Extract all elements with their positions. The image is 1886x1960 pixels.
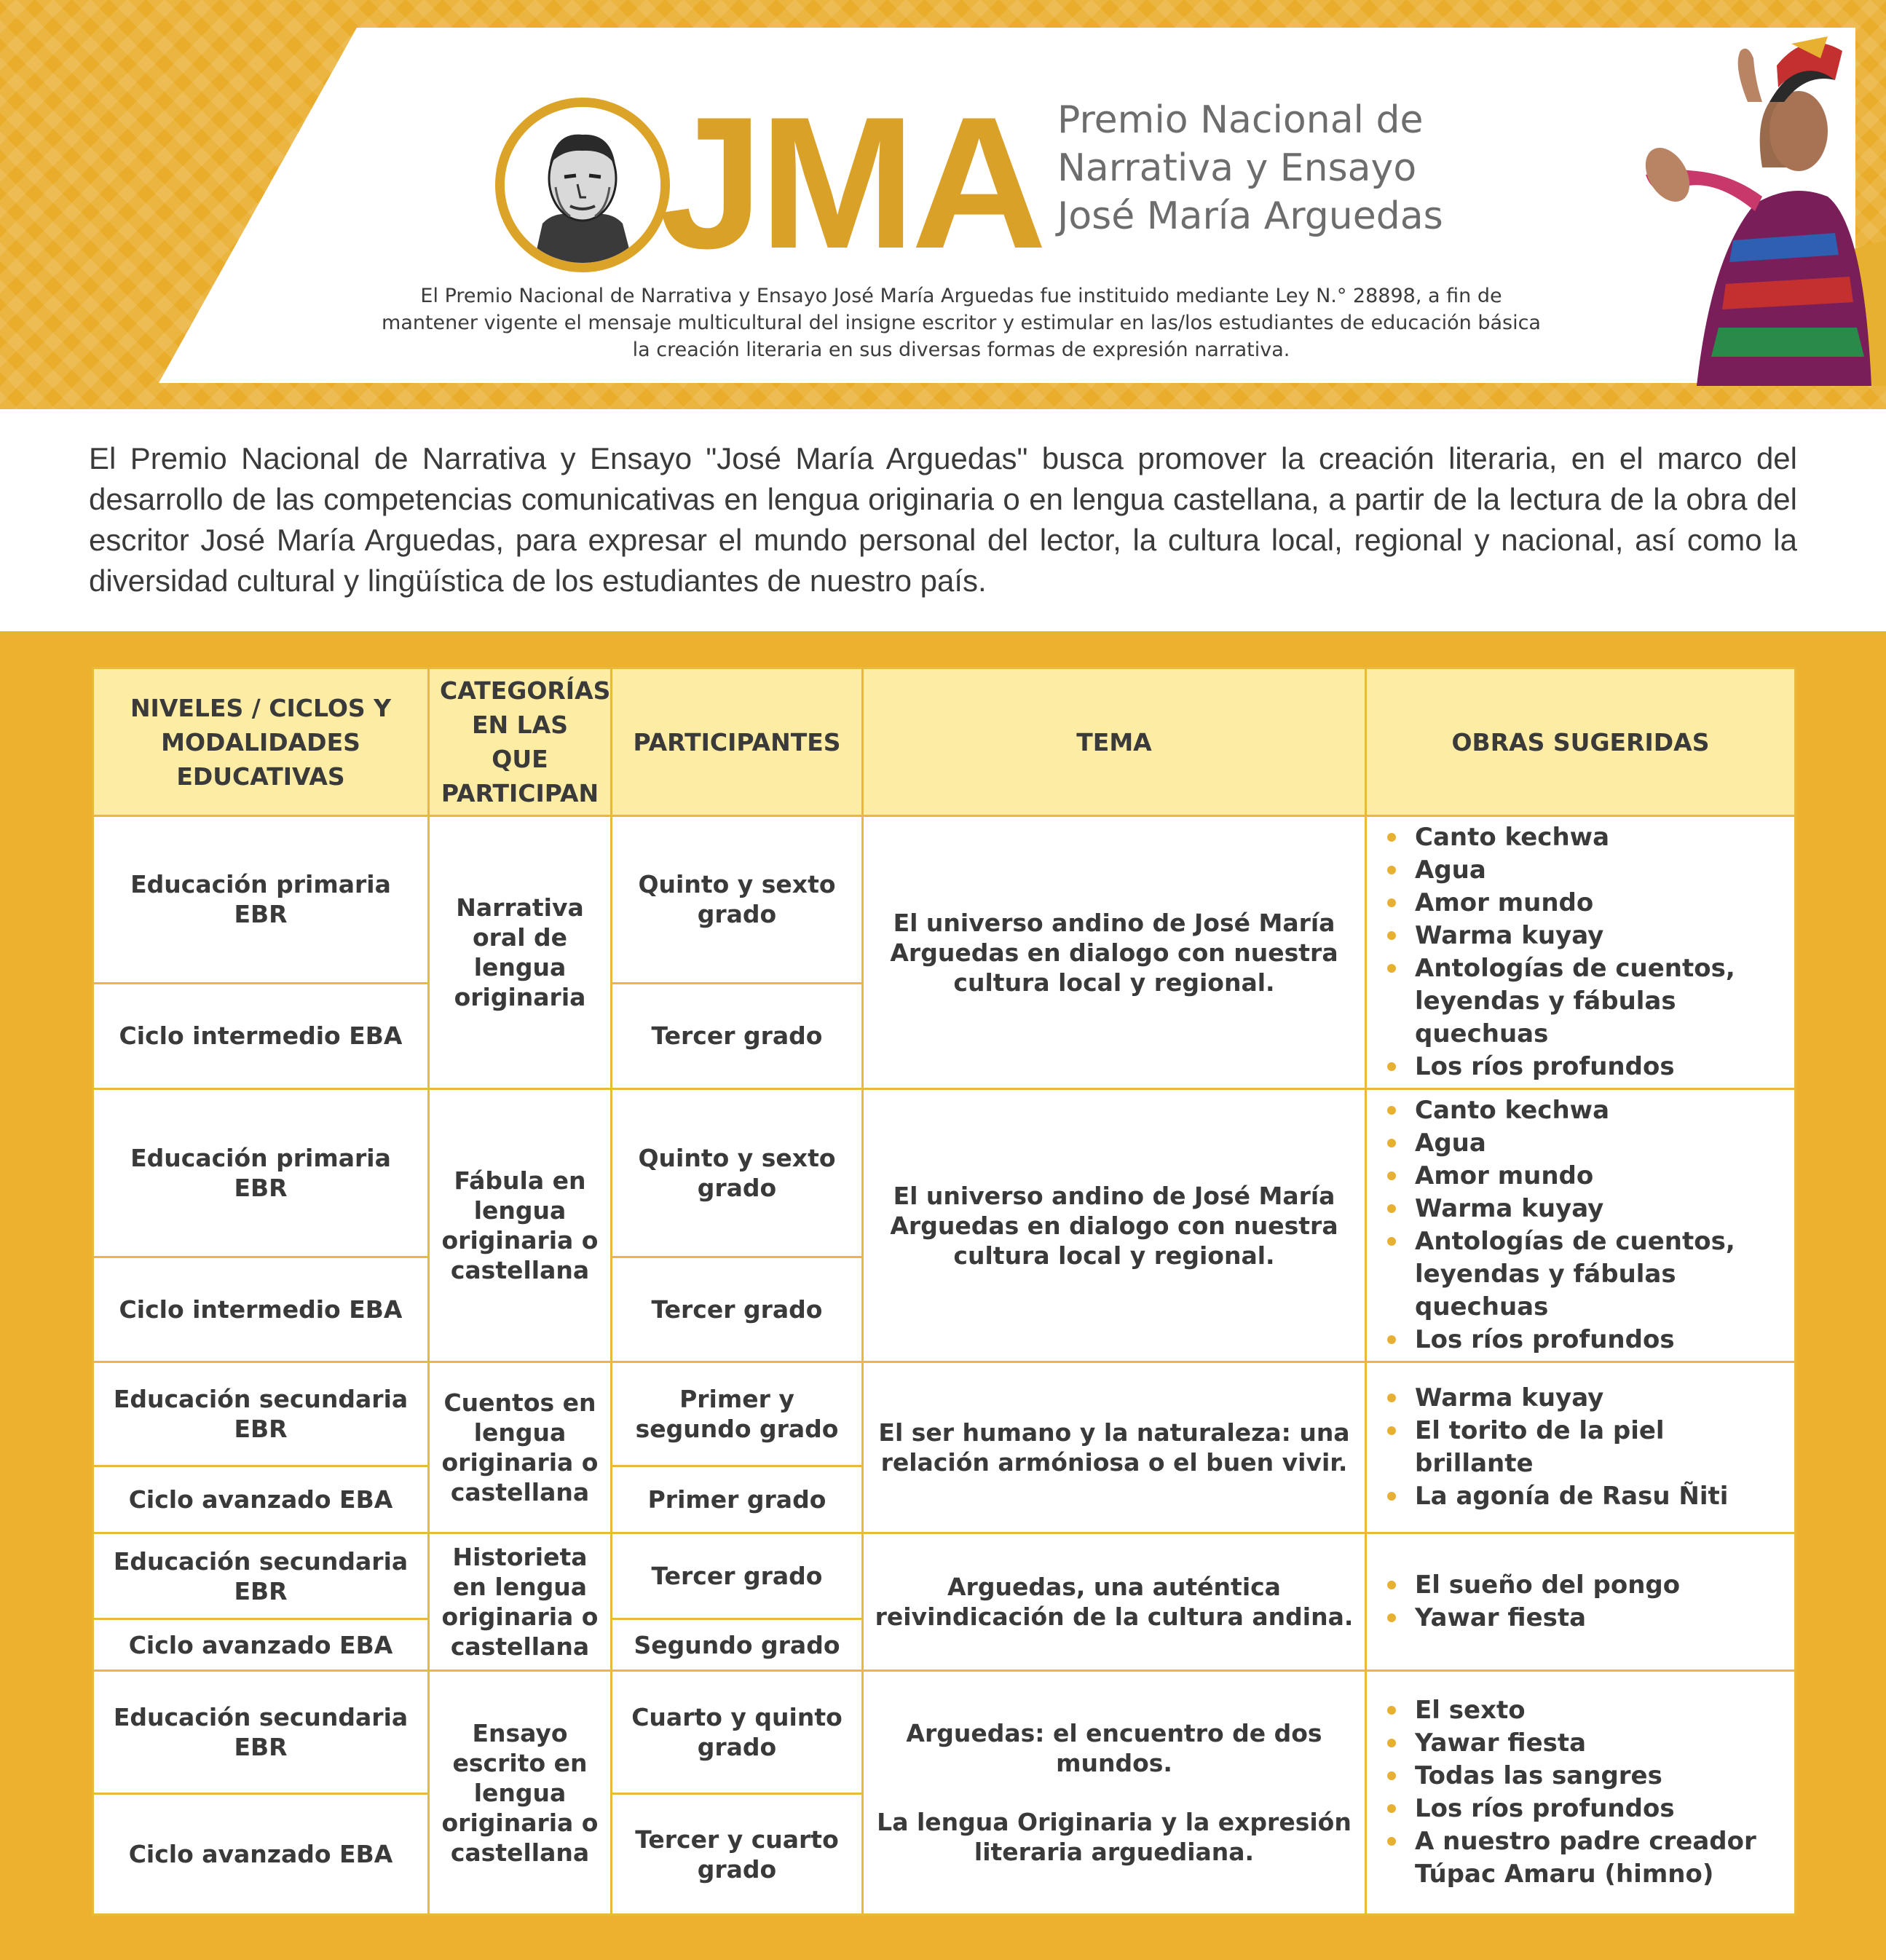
theme-cell: El universo andino de José María Arguedas en dialogo con nuestra cultura local y regional. bbox=[863, 1089, 1366, 1362]
works-cell bbox=[1366, 816, 1796, 1089]
header-works: OBRAS SUGERIDAS bbox=[1366, 668, 1796, 816]
work-item: Agua bbox=[1415, 854, 1784, 887]
category-cell: Fábula en lengua originaria o castellana bbox=[429, 1089, 612, 1362]
award-title bbox=[1057, 96, 1443, 240]
participants-cell: Cuarto y quinto grado bbox=[612, 1671, 863, 1794]
participants-cell: Tercer grado bbox=[612, 1533, 863, 1619]
table-row bbox=[93, 1089, 1796, 1257]
work-item: Amor mundo bbox=[1415, 887, 1784, 920]
participants-cell: Segundo grado bbox=[612, 1619, 863, 1671]
theme-cell bbox=[863, 1671, 1366, 1915]
level-cell: Educación secundaria EBR bbox=[93, 1671, 429, 1794]
work-item: A nuestro padre creador Túpac Amaru (himno) bbox=[1415, 1825, 1784, 1891]
works-list bbox=[1377, 1382, 1784, 1513]
level-cell: Ciclo avanzado EBA bbox=[93, 1619, 429, 1671]
theme-cell: El ser humano y la naturaleza: una relación armóniosa o el buen vivir. bbox=[863, 1362, 1366, 1533]
theme-cell: El universo andino de José María Arguedas en dialogo con nuestra cultura local y regional. bbox=[863, 816, 1366, 1089]
logo-portrait bbox=[495, 98, 670, 272]
level-cell: Educación primaria EBR bbox=[93, 1089, 429, 1257]
works-cell bbox=[1366, 1671, 1796, 1915]
header-banner bbox=[0, 0, 1886, 409]
header-levels: NIVELES / CICLOS Y MODALIDADES EDUCATIVAS bbox=[93, 668, 429, 816]
table-row bbox=[93, 816, 1796, 984]
participants-cell: Tercer grado bbox=[612, 983, 863, 1088]
level-cell: Ciclo intermedio EBA bbox=[93, 983, 429, 1088]
table-header-row bbox=[93, 668, 1796, 816]
description-band bbox=[0, 409, 1886, 631]
level-cell: Ciclo intermedio EBA bbox=[93, 1257, 429, 1362]
work-item: Warma kuyay bbox=[1415, 1193, 1784, 1225]
work-item: Todas las sangres bbox=[1415, 1760, 1784, 1793]
works-cell bbox=[1366, 1089, 1796, 1362]
category-cell: Historieta en lengua originaria o castellana bbox=[429, 1533, 612, 1671]
logo-letters: JMA bbox=[659, 77, 1043, 288]
category-cell: Narrativa oral de lengua originaria bbox=[429, 816, 612, 1089]
work-item: Antologías de cuentos, leyendas y fábulas quechuas bbox=[1415, 952, 1784, 1051]
level-cell: Ciclo avanzado EBA bbox=[93, 1794, 429, 1915]
level-cell: Educación secundaria EBR bbox=[93, 1362, 429, 1466]
work-item: Antologías de cuentos, leyendas y fábulas quechuas bbox=[1415, 1225, 1784, 1324]
description-text: El Premio Nacional de Narrativa y Ensayo "José María Arguedas" busca promover la creación literaria, en el marco del desarrollo de las competencias comunicativas en lengua originaria o en lengua castellana, a partir de la lectura de la obra del escritor José María Arguedas, para expresar el mundo personal del lector, la cultura local, regional y nacional, así como la diversidad cultural y lingüística de los estudiantes de nuestro país. bbox=[89, 441, 1797, 598]
works-list bbox=[1377, 821, 1784, 1083]
works-list bbox=[1377, 1694, 1784, 1891]
work-item: Agua bbox=[1415, 1127, 1784, 1160]
work-item: El sueño del pongo bbox=[1415, 1569, 1784, 1602]
work-item: Los ríos profundos bbox=[1415, 1324, 1784, 1356]
works-list bbox=[1377, 1569, 1784, 1635]
header-participants: PARTICIPANTES bbox=[612, 668, 863, 816]
category-cell: Cuentos en lengua originaria o castellana bbox=[429, 1362, 612, 1533]
work-item: Warma kuyay bbox=[1415, 920, 1784, 952]
level-cell: Ciclo avanzado EBA bbox=[93, 1466, 429, 1533]
works-cell bbox=[1366, 1362, 1796, 1533]
works-list bbox=[1377, 1094, 1784, 1356]
table-row bbox=[93, 1533, 1796, 1619]
award-title-line: Premio Nacional de bbox=[1057, 98, 1424, 142]
work-item: El sexto bbox=[1415, 1694, 1784, 1727]
table-row bbox=[93, 1362, 1796, 1466]
work-item: Yawar fiesta bbox=[1415, 1602, 1784, 1635]
work-item: Canto kechwa bbox=[1415, 1094, 1784, 1127]
work-item: Warma kuyay bbox=[1415, 1382, 1784, 1415]
andean-dancer-photo bbox=[1587, 22, 1886, 386]
participants-cell: Tercer grado bbox=[612, 1257, 863, 1362]
intro-text: El Premio Nacional de Narrativa y Ensayo José María Arguedas fue instituido mediante Ley N.° 28898, a fin de mantener vigente el mensaje multicultural del insigne escritor y estimular en las/los estudiantes de educación básica la creación literaria en sus diversas formas de expresión narrativa. bbox=[382, 285, 1541, 361]
work-item: El torito de la piel brillante bbox=[1415, 1415, 1784, 1480]
participants-cell: Quinto y sexto grado bbox=[612, 1089, 863, 1257]
award-title-line: Narrativa y Ensayo bbox=[1057, 146, 1417, 190]
categories-table bbox=[92, 667, 1796, 1916]
work-item: Los ríos profundos bbox=[1415, 1051, 1784, 1083]
level-cell: Educación secundaria EBR bbox=[93, 1533, 429, 1619]
category-cell: Ensayo escrito en lengua originaria o castellana bbox=[429, 1671, 612, 1915]
theme-cell: Arguedas, una auténtica reivindicación de la cultura andina. bbox=[863, 1533, 1366, 1671]
work-item: Canto kechwa bbox=[1415, 821, 1784, 854]
header-theme: TEMA bbox=[863, 668, 1366, 816]
table-row bbox=[93, 1671, 1796, 1794]
header-categories: CATEGORÍAS EN LAS QUE PARTICIPAN bbox=[429, 668, 612, 816]
work-item: Yawar fiesta bbox=[1415, 1727, 1784, 1760]
award-title-line: José María Arguedas bbox=[1057, 194, 1443, 238]
level-cell: Educación primaria EBR bbox=[93, 816, 429, 984]
theme-line: La lengua Originaria y la expresión literaria arguediana. bbox=[877, 1808, 1352, 1866]
participants-cell: Primer grado bbox=[612, 1466, 863, 1533]
work-item: Amor mundo bbox=[1415, 1160, 1784, 1193]
participants-cell: Quinto y sexto grado bbox=[612, 816, 863, 984]
participants-cell: Primer y segundo grado bbox=[612, 1362, 863, 1466]
work-item: Los ríos profundos bbox=[1415, 1793, 1784, 1825]
works-cell bbox=[1366, 1533, 1796, 1671]
participants-cell: Tercer y cuarto grado bbox=[612, 1794, 863, 1915]
work-item: La agonía de Rasu Ñiti bbox=[1415, 1480, 1784, 1513]
theme-line: Arguedas: el encuentro de dos mundos. bbox=[906, 1719, 1322, 1777]
